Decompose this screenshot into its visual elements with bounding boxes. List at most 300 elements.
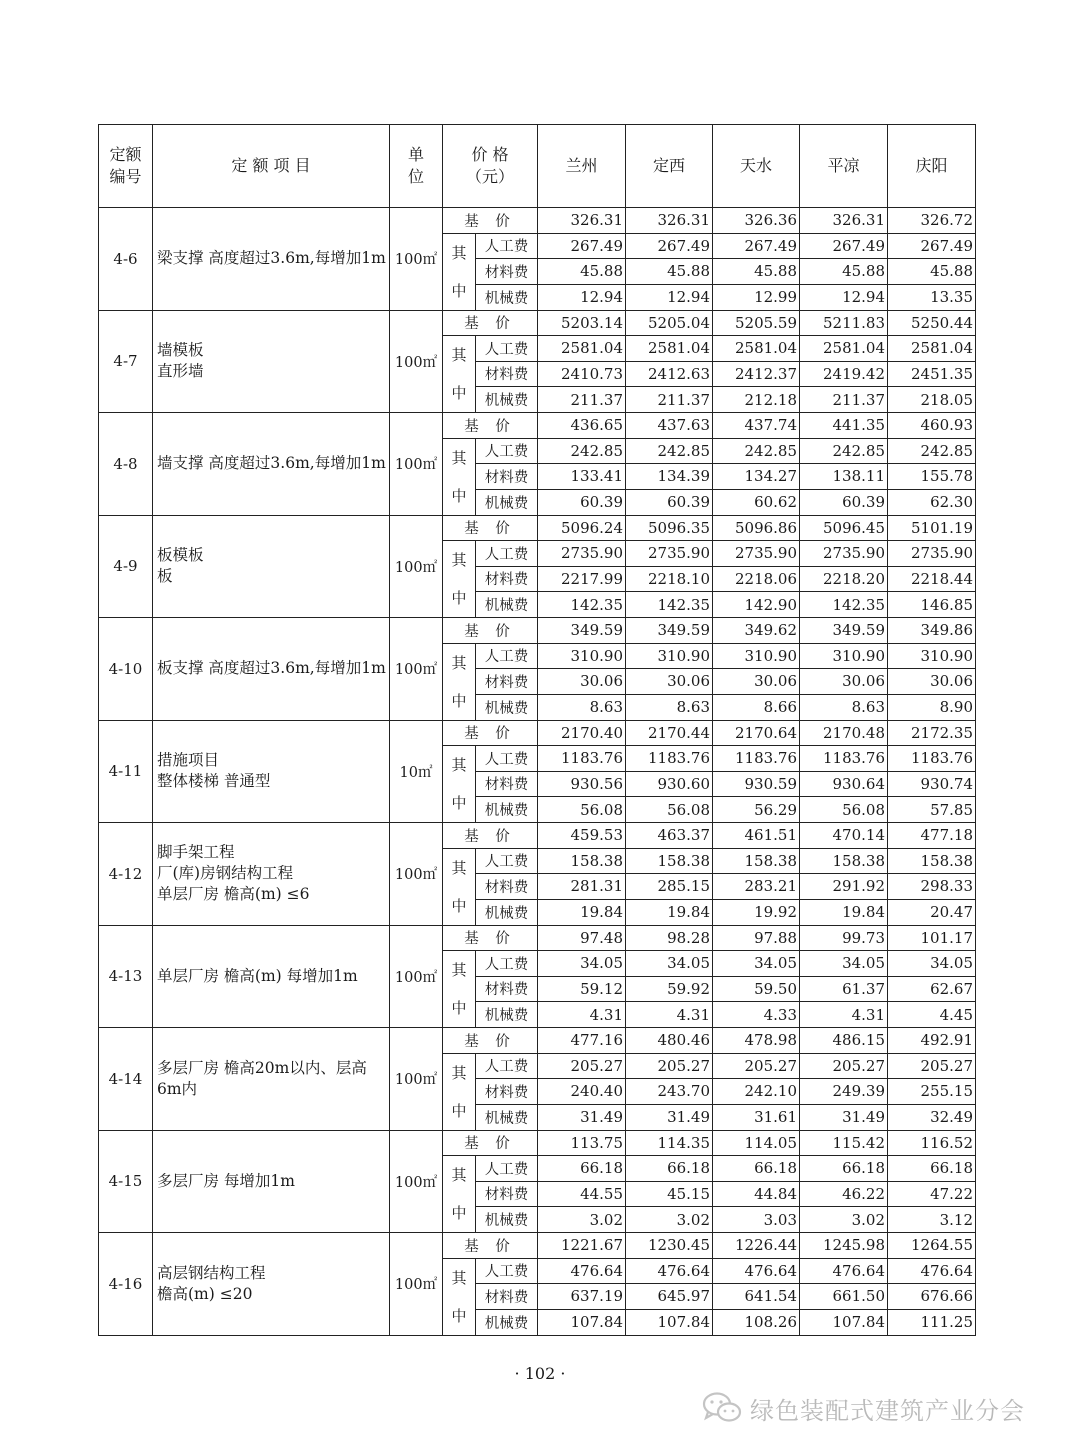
labor-value: 242.85 <box>888 438 976 464</box>
base-value: 101.17 <box>888 925 976 951</box>
watermark <box>702 1390 1025 1426</box>
machine-value: 3.02 <box>800 1207 888 1233</box>
header-code: 定额 编号 <box>99 125 153 208</box>
base-price-label: 基 价 <box>443 208 538 234</box>
labor-value: 476.64 <box>800 1258 888 1284</box>
labor-value: 2581.04 <box>626 336 713 362</box>
qizhong-label: 其 中 <box>443 1156 476 1233</box>
machine-value: 20.47 <box>888 899 976 925</box>
quota-item-line: 整体楼梯 普通型 <box>157 772 271 791</box>
material-value: 138.11 <box>800 464 888 490</box>
material-value: 155.78 <box>888 464 976 490</box>
quota-item-line: 高层钢结构工程 <box>157 1263 266 1282</box>
material-value: 930.59 <box>713 771 800 797</box>
machine-label: 机械费 <box>476 284 538 310</box>
base-value: 2170.64 <box>713 720 800 746</box>
quota-code: 4-12 <box>99 823 153 926</box>
labor-value: 476.64 <box>888 1258 976 1284</box>
quota-code: 4-8 <box>99 413 153 516</box>
base-value: 460.93 <box>888 413 976 439</box>
qizhong-label: 其 中 <box>443 336 476 413</box>
quota-code: 4-14 <box>99 1028 153 1131</box>
machine-value: 57.85 <box>888 797 976 823</box>
quota-item <box>153 925 390 1028</box>
machine-value: 4.45 <box>888 1002 976 1028</box>
base-value: 97.48 <box>538 925 626 951</box>
machine-value: 56.08 <box>538 797 626 823</box>
labor-value: 34.05 <box>888 951 976 977</box>
base-value: 480.46 <box>626 1028 713 1054</box>
quota-unit: 100㎡ <box>390 1028 443 1131</box>
machine-value: 31.61 <box>713 1104 800 1130</box>
labor-value: 158.38 <box>626 848 713 874</box>
qizhong-label: 其 中 <box>443 1053 476 1130</box>
machine-value: 142.35 <box>800 592 888 618</box>
quota-item <box>153 823 390 926</box>
qizhong-label: 其 中 <box>443 746 476 823</box>
material-value: 59.92 <box>626 976 713 1002</box>
material-value: 255.15 <box>888 1079 976 1105</box>
material-value: 930.60 <box>626 771 713 797</box>
table-row <box>99 1130 976 1156</box>
base-value: 477.16 <box>538 1028 626 1054</box>
qizhong-label: 其 中 <box>443 233 476 310</box>
machine-value: 19.92 <box>713 899 800 925</box>
material-value: 59.12 <box>538 976 626 1002</box>
machine-value: 12.94 <box>800 284 888 310</box>
quota-unit: 100㎡ <box>390 310 443 413</box>
labor-value: 2735.90 <box>800 541 888 567</box>
material-label: 材料费 <box>476 1284 538 1310</box>
labor-value: 310.90 <box>626 643 713 669</box>
labor-value: 34.05 <box>800 951 888 977</box>
labor-value: 158.38 <box>538 848 626 874</box>
table-row <box>99 618 976 644</box>
machine-value: 107.84 <box>626 1309 713 1335</box>
material-value: 930.56 <box>538 771 626 797</box>
machine-value: 218.05 <box>888 387 976 413</box>
quota-code: 4-13 <box>99 925 153 1028</box>
base-value: 326.36 <box>713 208 800 234</box>
quota-item-line: 多层厂房 每增加1m <box>157 1171 295 1190</box>
header-city-dingxi: 定西 <box>626 125 713 208</box>
table-row <box>99 823 976 849</box>
labor-value: 267.49 <box>888 233 976 259</box>
base-value: 437.63 <box>626 413 713 439</box>
base-value: 461.51 <box>713 823 800 849</box>
material-value: 45.15 <box>626 1181 713 1207</box>
machine-value: 142.35 <box>626 592 713 618</box>
quota-item <box>153 720 390 823</box>
labor-value: 242.85 <box>538 438 626 464</box>
labor-value: 2581.04 <box>800 336 888 362</box>
quota-code: 4-6 <box>99 208 153 311</box>
base-value: 5205.59 <box>713 310 800 336</box>
base-value: 437.74 <box>713 413 800 439</box>
material-value: 134.27 <box>713 464 800 490</box>
qizhong-label: 其 中 <box>443 643 476 720</box>
machine-value: 13.35 <box>888 284 976 310</box>
material-value: 45.88 <box>538 259 626 285</box>
table-row <box>99 413 976 439</box>
labor-label: 人工费 <box>476 233 538 259</box>
material-value: 2218.20 <box>800 566 888 592</box>
machine-value: 8.63 <box>626 694 713 720</box>
quota-item-line: 直形墙 <box>157 362 204 381</box>
material-value: 661.50 <box>800 1284 888 1310</box>
machine-value: 111.25 <box>888 1309 976 1335</box>
quota-unit: 100㎡ <box>390 618 443 721</box>
machine-value: 142.90 <box>713 592 800 618</box>
base-value: 114.05 <box>713 1130 800 1156</box>
material-value: 2410.73 <box>538 361 626 387</box>
labor-value: 267.49 <box>800 233 888 259</box>
base-value: 5250.44 <box>888 310 976 336</box>
header-city-tianshui: 天水 <box>713 125 800 208</box>
material-value: 2419.42 <box>800 361 888 387</box>
material-value: 134.39 <box>626 464 713 490</box>
material-value: 291.92 <box>800 874 888 900</box>
machine-value: 12.99 <box>713 284 800 310</box>
material-value: 249.39 <box>800 1079 888 1105</box>
quota-item-line: 单层厂房 檐高(m) 每增加1m <box>157 966 358 985</box>
material-value: 133.41 <box>538 464 626 490</box>
base-price-label: 基 价 <box>443 925 538 951</box>
table-row <box>99 720 976 746</box>
qizhong-label: 其 中 <box>443 1258 476 1335</box>
machine-value: 60.39 <box>626 489 713 515</box>
base-price-label: 基 价 <box>443 413 538 439</box>
labor-value: 2735.90 <box>626 541 713 567</box>
machine-value: 31.49 <box>538 1104 626 1130</box>
material-label: 材料费 <box>476 771 538 797</box>
base-price-label: 基 价 <box>443 1028 538 1054</box>
base-value: 114.35 <box>626 1130 713 1156</box>
machine-label: 机械费 <box>476 694 538 720</box>
header-city-pingliang: 平凉 <box>800 125 888 208</box>
machine-label: 机械费 <box>476 899 538 925</box>
base-value: 2170.48 <box>800 720 888 746</box>
machine-value: 62.30 <box>888 489 976 515</box>
labor-value: 66.18 <box>538 1156 626 1182</box>
quota-unit: 100㎡ <box>390 208 443 311</box>
machine-label: 机械费 <box>476 1207 538 1233</box>
machine-value: 8.66 <box>713 694 800 720</box>
quota-item-line: 檐高(m) ≤20 <box>157 1284 253 1303</box>
material-value: 930.64 <box>800 771 888 797</box>
quota-item-line: 墙支撑 高度超过3.6m,每增加1m <box>157 454 386 473</box>
quota-unit: 100㎡ <box>390 1130 443 1233</box>
machine-value: 212.18 <box>713 387 800 413</box>
machine-value: 4.31 <box>538 1002 626 1028</box>
machine-value: 3.03 <box>713 1207 800 1233</box>
material-label: 材料费 <box>476 976 538 1002</box>
base-value: 326.31 <box>538 208 626 234</box>
material-value: 44.55 <box>538 1181 626 1207</box>
base-value: 5205.04 <box>626 310 713 336</box>
labor-value: 267.49 <box>538 233 626 259</box>
labor-value: 476.64 <box>626 1258 713 1284</box>
quota-unit: 100㎡ <box>390 413 443 516</box>
quota-code: 4-10 <box>99 618 153 721</box>
quota-item <box>153 515 390 618</box>
base-value: 463.37 <box>626 823 713 849</box>
base-price-label: 基 价 <box>443 310 538 336</box>
labor-label: 人工费 <box>476 1053 538 1079</box>
base-value: 5096.86 <box>713 515 800 541</box>
base-value: 113.75 <box>538 1130 626 1156</box>
material-value: 283.21 <box>713 874 800 900</box>
labor-label: 人工费 <box>476 951 538 977</box>
labor-value: 205.27 <box>888 1053 976 1079</box>
labor-value: 242.85 <box>800 438 888 464</box>
base-value: 1264.55 <box>888 1233 976 1259</box>
quota-item-line: 脚手架工程 <box>157 843 235 862</box>
base-value: 349.86 <box>888 618 976 644</box>
base-value: 99.73 <box>800 925 888 951</box>
material-value: 2218.10 <box>626 566 713 592</box>
machine-value: 56.29 <box>713 797 800 823</box>
quota-item-line: 板支撑 高度超过3.6m,每增加1m <box>157 659 386 678</box>
labor-value: 2735.90 <box>713 541 800 567</box>
base-value: 326.72 <box>888 208 976 234</box>
material-value: 30.06 <box>888 669 976 695</box>
labor-value: 310.90 <box>713 643 800 669</box>
machine-value: 211.37 <box>626 387 713 413</box>
base-value: 1230.45 <box>626 1233 713 1259</box>
base-value: 97.88 <box>713 925 800 951</box>
quota-item-line: 梁支撑 高度超过3.6m,每增加1m <box>157 249 386 268</box>
qizhong-label: 其 中 <box>443 951 476 1028</box>
labor-value: 1183.76 <box>626 746 713 772</box>
material-value: 2218.44 <box>888 566 976 592</box>
machine-value: 4.33 <box>713 1002 800 1028</box>
base-value: 115.42 <box>800 1130 888 1156</box>
machine-value: 4.31 <box>800 1002 888 1028</box>
labor-value: 205.27 <box>800 1053 888 1079</box>
quota-item-line: 板模板 <box>157 546 204 565</box>
labor-value: 158.38 <box>713 848 800 874</box>
machine-value: 56.08 <box>626 797 713 823</box>
labor-value: 205.27 <box>626 1053 713 1079</box>
labor-value: 66.18 <box>626 1156 713 1182</box>
quota-item-line: 厂(库)房钢结构工程 <box>157 864 294 883</box>
material-value: 30.06 <box>713 669 800 695</box>
table-row <box>99 1028 976 1054</box>
table-header-row <box>99 125 976 208</box>
material-label: 材料费 <box>476 874 538 900</box>
base-value: 116.52 <box>888 1130 976 1156</box>
table-body <box>99 208 976 1336</box>
material-value: 62.67 <box>888 976 976 1002</box>
wechat-icon <box>702 1391 742 1425</box>
quota-item-line: 多层厂房 檐高20m以内、层高 <box>157 1058 367 1077</box>
labor-label: 人工费 <box>476 336 538 362</box>
quota-unit: 100㎡ <box>390 925 443 1028</box>
labor-value: 2581.04 <box>888 336 976 362</box>
machine-value: 19.84 <box>626 899 713 925</box>
material-value: 30.06 <box>626 669 713 695</box>
material-value: 645.97 <box>626 1284 713 1310</box>
material-value: 45.88 <box>800 259 888 285</box>
labor-value: 66.18 <box>713 1156 800 1182</box>
labor-value: 1183.76 <box>800 746 888 772</box>
quota-unit: 10㎡ <box>390 720 443 823</box>
watermark-text: 绿色装配式建筑产业分会 <box>750 1396 1025 1425</box>
labor-value: 34.05 <box>538 951 626 977</box>
quota-unit: 100㎡ <box>390 823 443 926</box>
machine-value: 12.94 <box>538 284 626 310</box>
material-value: 281.31 <box>538 874 626 900</box>
material-value: 285.15 <box>626 874 713 900</box>
quota-unit: 100㎡ <box>390 515 443 618</box>
machine-label: 机械费 <box>476 1002 538 1028</box>
quota-item <box>153 208 390 311</box>
machine-value: 3.02 <box>538 1207 626 1233</box>
header-unit: 单 位 <box>390 125 443 208</box>
machine-value: 19.84 <box>800 899 888 925</box>
material-value: 930.74 <box>888 771 976 797</box>
machine-value: 60.39 <box>800 489 888 515</box>
labor-value: 1183.76 <box>713 746 800 772</box>
labor-value: 34.05 <box>626 951 713 977</box>
material-label: 材料费 <box>476 361 538 387</box>
quota-item <box>153 618 390 721</box>
material-value: 2217.99 <box>538 566 626 592</box>
material-value: 2218.06 <box>713 566 800 592</box>
material-value: 242.10 <box>713 1079 800 1105</box>
material-label: 材料费 <box>476 669 538 695</box>
quota-item-line: 墙模板 <box>157 341 204 360</box>
quota-code: 4-16 <box>99 1233 153 1336</box>
base-value: 5096.35 <box>626 515 713 541</box>
labor-value: 242.85 <box>626 438 713 464</box>
labor-value: 2581.04 <box>538 336 626 362</box>
qizhong-label: 其 中 <box>443 541 476 618</box>
material-value: 45.88 <box>626 259 713 285</box>
labor-value: 34.05 <box>713 951 800 977</box>
quota-item <box>153 1028 390 1131</box>
base-value: 5096.45 <box>800 515 888 541</box>
machine-value: 8.90 <box>888 694 976 720</box>
material-value: 637.19 <box>538 1284 626 1310</box>
base-value: 5203.14 <box>538 310 626 336</box>
base-value: 349.59 <box>626 618 713 644</box>
machine-value: 31.49 <box>626 1104 713 1130</box>
material-value: 240.40 <box>538 1079 626 1105</box>
machine-value: 56.08 <box>800 797 888 823</box>
qizhong-label: 其 中 <box>443 848 476 925</box>
machine-label: 机械费 <box>476 1309 538 1335</box>
page-number: · 102 · <box>514 1364 566 1383</box>
labor-value: 2735.90 <box>888 541 976 567</box>
qizhong-label: 其 中 <box>443 438 476 515</box>
material-value: 46.22 <box>800 1181 888 1207</box>
material-value: 45.88 <box>888 259 976 285</box>
table-row <box>99 310 976 336</box>
labor-value: 310.90 <box>800 643 888 669</box>
quota-code: 4-7 <box>99 310 153 413</box>
machine-value: 12.94 <box>626 284 713 310</box>
machine-label: 机械费 <box>476 489 538 515</box>
labor-value: 2735.90 <box>538 541 626 567</box>
machine-value: 108.26 <box>713 1309 800 1335</box>
base-value: 349.59 <box>800 618 888 644</box>
base-value: 2170.40 <box>538 720 626 746</box>
base-value: 470.14 <box>800 823 888 849</box>
quota-table <box>98 124 976 1336</box>
material-value: 2412.37 <box>713 361 800 387</box>
base-value: 478.98 <box>713 1028 800 1054</box>
header-city-lanzhou: 兰州 <box>538 125 626 208</box>
labor-label: 人工费 <box>476 848 538 874</box>
table-row <box>99 1233 976 1259</box>
material-value: 30.06 <box>538 669 626 695</box>
base-value: 1226.44 <box>713 1233 800 1259</box>
labor-value: 267.49 <box>713 233 800 259</box>
machine-label: 机械费 <box>476 1104 538 1130</box>
machine-value: 8.63 <box>538 694 626 720</box>
material-value: 243.70 <box>626 1079 713 1105</box>
machine-value: 4.31 <box>626 1002 713 1028</box>
quota-item <box>153 1233 390 1336</box>
machine-value: 107.84 <box>800 1309 888 1335</box>
machine-value: 211.37 <box>538 387 626 413</box>
machine-label: 机械费 <box>476 592 538 618</box>
base-price-label: 基 价 <box>443 618 538 644</box>
base-value: 349.62 <box>713 618 800 644</box>
material-value: 44.84 <box>713 1181 800 1207</box>
machine-value: 211.37 <box>800 387 888 413</box>
quota-item <box>153 1130 390 1233</box>
header-item: 定 额 项 目 <box>153 125 390 208</box>
material-label: 材料费 <box>476 259 538 285</box>
labor-value: 2581.04 <box>713 336 800 362</box>
header-city-qingyang: 庆阳 <box>888 125 976 208</box>
material-value: 298.33 <box>888 874 976 900</box>
labor-label: 人工费 <box>476 1156 538 1182</box>
material-value: 2451.35 <box>888 361 976 387</box>
base-value: 5101.19 <box>888 515 976 541</box>
material-label: 材料费 <box>476 1181 538 1207</box>
base-value: 98.28 <box>626 925 713 951</box>
base-value: 2170.44 <box>626 720 713 746</box>
base-value: 326.31 <box>626 208 713 234</box>
material-label: 材料费 <box>476 1079 538 1105</box>
base-value: 5211.83 <box>800 310 888 336</box>
labor-value: 242.85 <box>713 438 800 464</box>
quota-unit: 100㎡ <box>390 1233 443 1336</box>
base-value: 1221.67 <box>538 1233 626 1259</box>
quota-item-line: 措施项目 <box>157 751 220 770</box>
machine-value: 3.12 <box>888 1207 976 1233</box>
labor-label: 人工费 <box>476 438 538 464</box>
machine-value: 142.35 <box>538 592 626 618</box>
table-row <box>99 208 976 234</box>
table-row <box>99 925 976 951</box>
machine-value: 8.63 <box>800 694 888 720</box>
base-price-label: 基 价 <box>443 1130 538 1156</box>
base-value: 1245.98 <box>800 1233 888 1259</box>
base-value: 2172.35 <box>888 720 976 746</box>
quota-code: 4-11 <box>99 720 153 823</box>
material-value: 45.88 <box>713 259 800 285</box>
machine-value: 32.49 <box>888 1104 976 1130</box>
labor-label: 人工费 <box>476 1258 538 1284</box>
base-value: 492.91 <box>888 1028 976 1054</box>
labor-value: 1183.76 <box>888 746 976 772</box>
header-price: 价 格 （元） <box>443 125 538 208</box>
